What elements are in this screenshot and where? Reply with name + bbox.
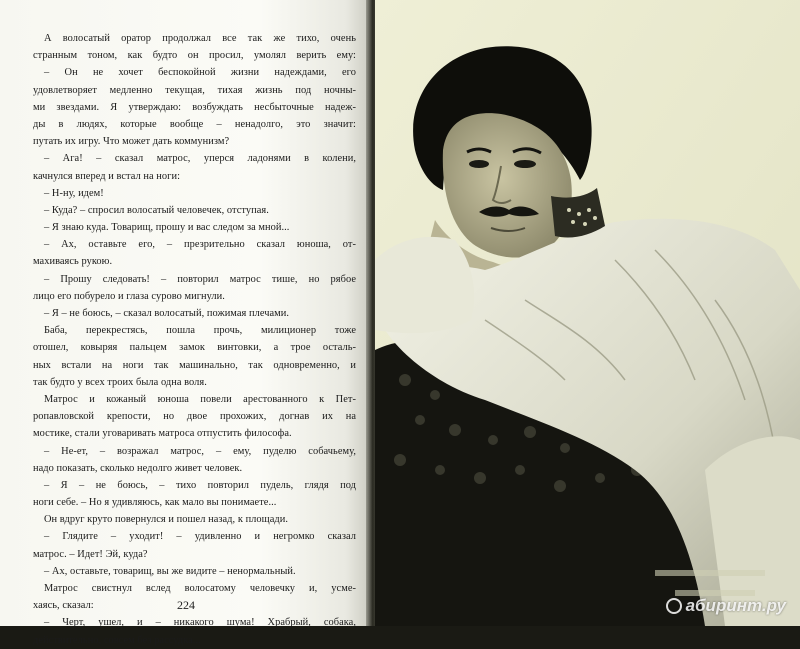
text-line: – Глядите – уходит! – удивленно и негромко сказал [44,531,356,543]
text-line: Матрос и кожаный юноша повели арестованного к Пет- [44,393,356,405]
text-line: качнулся вперед и встал на ноги: [33,170,181,182]
text-line: – Ах, оставьте его, – презрительно сказал юноша, от- [44,239,356,251]
text-line: ропавловской крепости, но двое прохожих, догнав их на [33,411,356,423]
text-line: действительно, совсем без рассудка... [33,634,201,646]
text-line: лицо его побурело и глаза сурово мигнули. [33,290,225,302]
watermark [666,596,786,616]
labirint-logo-icon [666,598,682,614]
text-line: Баба, перекрестясь, пошла прочь, милиционер тоже [44,325,356,337]
text-line: ных встали на ноги так машинально, так одновременно, и [33,359,356,371]
text-line: – Я – не боюсь, – тихо повторил пудель, глядя под [44,479,356,491]
text-line: Матрос свистнул вслед волосатому человечку и, усме- [44,583,356,594]
text-line: ды в людях, которые вообще – ненадолго, это значит: [33,118,356,130]
text-line: махиваясь рукою. [33,256,113,268]
page-number: 224 [177,598,195,612]
text-line: удовлетворяет медленно текущая, тихая жизнь под ночны- [33,84,356,96]
text-line: Он вдруг круто повернулся и пошел назад, к площади. [44,514,288,526]
text-line: – Он не хочет беспокойной жизни надеждами, его [44,67,356,79]
story-text [33,30,356,649]
text-line: хаясь, сказал: [33,600,94,612]
text-line: ми звездами. Я утверждаю: возбуждать несбыточные надеж- [33,101,356,113]
photo-page [375,0,800,626]
text-line: мостике, стали уговаривать матроса отпустить философа. [33,428,292,440]
text-line: ноги себе. – Но я удивляюсь, как мало вы понимаете... [33,497,277,509]
portrait-photograph [375,0,800,626]
text-line: надо показать, сколько недолго живет человек. [33,462,243,474]
text-line: – Н-ну, идем! [44,187,104,199]
text-line: – Я – не боюсь, – сказал волосатый, пожимая плечами. [44,308,290,319]
text-line: – Я знаю куда. Товарищ, прошу и вас следом за мной... [44,222,290,234]
watermark-text: абиринт.ру [685,596,786,615]
text-line: – Куда? – спросил волосатый человечек, отступая. [44,204,269,216]
text-line: – Ага! – сказал матрос, уперся ладонями в колени, [44,153,356,165]
text-line: матрос. – Идет! Эй, куда? [33,548,148,560]
text-line: путать их игру. Что может дать коммунизм? [33,136,230,148]
text-line: – Черт, ушел, и – никакого шума! Храбрый, собака, [44,617,356,629]
text-line: – Не-ет, – возражал матрос, – ему, пуделю собачьему, [44,445,356,457]
text-line: – Прошу следовать! – повторил матрос тише, но рябое [44,273,356,285]
text-line: странным тоном, как будто он просил, умолял верить ему: [33,50,356,62]
text-page [0,0,372,646]
text-line: так будто у всех троих была одна воля. [33,376,207,388]
text-line: А волосатый оратор продолжал все так же тихо, очень [44,33,356,44]
text-line: – Ах, оставьте, товарищ, вы же видите – ненормальный. [44,565,296,577]
text-line: отошел, ковыряя пальцем замок винтовки, а трое осталь- [33,342,356,354]
